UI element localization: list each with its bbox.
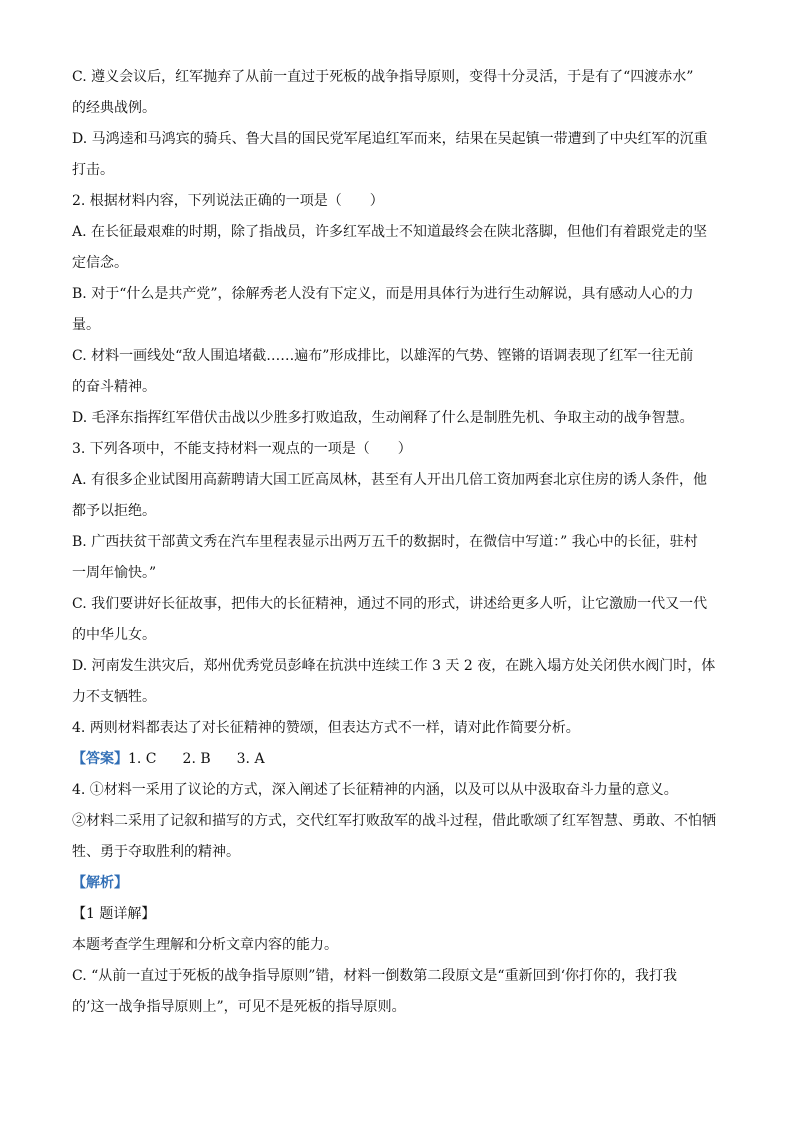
analysis-text-line: 的’这一战争指导原则上”，可见不是死板的指导原则。 — [72, 999, 406, 1015]
text-line: 的奋斗精神。 — [72, 379, 156, 395]
question-4: 4. 两则材料都表达了对长征精神的赞颂，但表达方式不一样，请对此作简要分析。 — [72, 720, 580, 736]
question-2: 2. 根据材料内容，下列说法正确的一项是（ ） — [72, 193, 384, 209]
text-line: 打击。 — [72, 162, 114, 178]
answer-text-line: 4. ①材料一采用了议论的方式，深入阐述了长征精神的内涵，以及可以从中汲取奋斗力量的意义。 — [72, 782, 678, 798]
text-line: 定信念。 — [72, 255, 128, 271]
text-line: 一周年愉快。” — [72, 565, 157, 581]
text-line: 力不支牺牲。 — [72, 689, 156, 705]
text-line: 的经典战例。 — [72, 100, 156, 116]
text-line: D. 毛泽东指挥红军借伏击战以少胜多打败追敌，生动阐释了什么是制胜先机、争取主动的战争智慧。 — [72, 410, 694, 426]
answer-line — [72, 744, 722, 775]
text-line: A. 有很多企业试图用高薪聘请大国工匠高凤林，甚至有人开出几倍工资加两套北京住房的诱人条件，他 — [72, 472, 708, 488]
answer-2: 2. B — [182, 751, 211, 767]
text-line: D. 河南发生洪灾后，郑州优秀党员彭峰在抗洪中连续工作 3 天 2 夜，在跳入塌方处关闭供水阀门时，体 — [72, 658, 716, 674]
text-line: 量。 — [72, 317, 100, 333]
text-line: B. 广西扶贫干部黄文秀在汽车里程表显示出两万五千的数据时，在微信中写道：” 我心中的长征，驻村 — [72, 534, 698, 550]
text-line: 的中华儿女。 — [72, 627, 156, 643]
document-page — [72, 62, 722, 1023]
text-line: A. 在长征最艰难的时期，除了指战员，许多红军战士不知道最终会在陕北落脚，但他们有着跟党走的坚 — [72, 224, 708, 240]
analysis-text-line: 本题考查学生理解和分析文章内容的能力。 — [72, 937, 338, 953]
answer-3: 3. A — [236, 751, 265, 767]
question-3: 3. 下列各项中，不能支持材料一观点的一项是（ ） — [72, 441, 412, 457]
text-line: 都予以拒绝。 — [72, 503, 156, 519]
analysis-label: 【解析】 — [72, 875, 128, 891]
analysis-heading: 【1 题详解】 — [72, 906, 156, 922]
text-line: D. 马鸿逵和马鸿宾的骑兵、鲁大昌的国民党军尾追红军而来，结果在吴起镇一带遭到了中央红军的沉重 — [72, 131, 708, 147]
answer-label: 【答案】 — [72, 751, 128, 767]
text-line: C. 我们要讲好长征故事，把伟大的长征精神，通过不同的形式，讲述给更多人听，让它激励一代又一代 — [72, 596, 708, 612]
answer-text-line: 牲、勇于夺取胜利的精神。 — [72, 844, 240, 860]
answer-text-line: ②材料二采用了记叙和描写的方式，交代红军打败敌军的战斗过程，借此歌颂了红军智慧、勇敢、不怕牺 — [72, 813, 716, 829]
text-line: B. 对于“什么是共产党”，徐解秀老人没有下定义，而是用具体行为进行生动解说，具有感动人心的力 — [72, 286, 694, 302]
answer-1: 1. C — [128, 751, 157, 767]
text-line: C. 遵义会议后，红军抛弃了从前一直过于死板的战争指导原则，变得十分灵活，于是有了“四渡赤水” — [72, 69, 694, 85]
text-line: C. 材料一画线处“敌人围追堵截……遍布”形成排比，以雄浑的气势、铿锵的语调表现了红军一往无前 — [72, 348, 694, 364]
analysis-text-line: C. “从前一直过于死板的战争指导原则”错，材料一倒数第二段原文是“重新回到‘你打你的，我打我 — [72, 968, 678, 984]
